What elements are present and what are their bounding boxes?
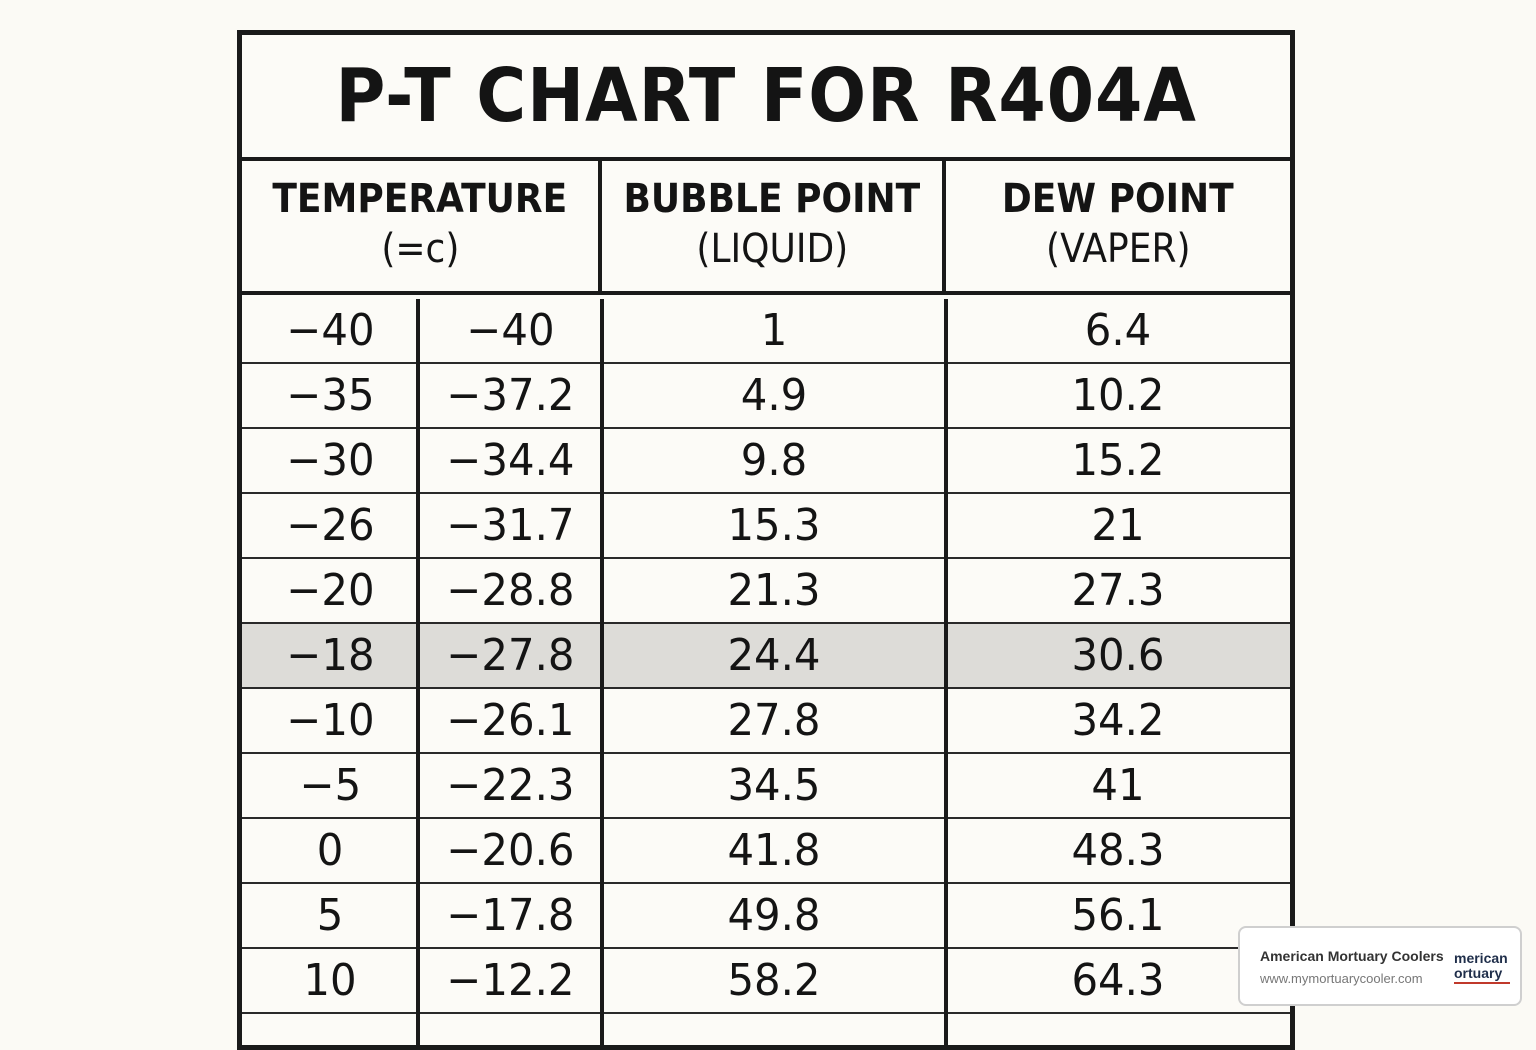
- cell-temp-c-value: −34.4: [445, 435, 575, 486]
- cell-dew-point: [946, 559, 1290, 622]
- cell-bubble-point-value: 34.5: [727, 760, 821, 811]
- cell-bubble-point-value: 24.4: [727, 630, 821, 681]
- cell-bubble-point: [602, 494, 946, 557]
- cell-temp-f-value: −40: [285, 305, 375, 356]
- cell-temp-c-value: −22.3: [445, 760, 575, 811]
- logo-stripe: [1454, 982, 1510, 984]
- cell-dew-point: [946, 299, 1290, 362]
- cell-bubble-point-value: 27.8: [727, 695, 821, 746]
- cell-temp-f: [242, 624, 418, 687]
- table-row: [242, 494, 1290, 559]
- cell-temp-c: [418, 689, 602, 752]
- cell-dew-point: [946, 624, 1290, 687]
- cell-temp-f: [242, 559, 418, 622]
- cell-temp-f-value: −18: [285, 630, 375, 681]
- cell-temp-c-value: −27.8: [445, 630, 575, 681]
- header-temperature-unit: (=c): [380, 226, 460, 272]
- cell-bubble-point: [602, 364, 946, 427]
- cell-temp-f: [242, 819, 418, 882]
- cell-temp-c-value: −40: [465, 305, 555, 356]
- cell-temp-f-value: −10: [285, 695, 375, 746]
- cell-bubble-point: [602, 559, 946, 622]
- column-divider: [944, 299, 948, 1045]
- cell-temp-c-value: −26.1: [445, 695, 575, 746]
- table-body: [242, 299, 1290, 1045]
- table-row: [242, 559, 1290, 624]
- cell-temp-f-value: −35: [285, 370, 375, 421]
- table-row: [242, 299, 1290, 364]
- cell-bubble-point: [602, 949, 946, 1012]
- cell-dew-point-value: 6.4: [1084, 305, 1152, 356]
- cell-dew-point-value: 10.2: [1071, 370, 1165, 421]
- cell-temp-f-value: −5: [299, 760, 361, 811]
- cell-temp-f: [242, 949, 418, 1012]
- cell-bubble-point: [602, 819, 946, 882]
- cell-temp-f-value: −26: [285, 500, 375, 551]
- header-dew-sub: (VAPER): [1045, 226, 1191, 272]
- cell-temp-f: [242, 754, 418, 817]
- cell-dew-point-value: 34.2: [1071, 695, 1165, 746]
- header-bubble-point: [602, 157, 946, 295]
- cell-temp-f-value: 10: [303, 955, 357, 1006]
- cell-temp-c-value: −31.7: [445, 500, 575, 551]
- cell-temp-c-value: −17.8: [445, 890, 575, 941]
- table-row: [242, 624, 1290, 689]
- header-temperature: [242, 157, 602, 295]
- cell-dew-point: [946, 429, 1290, 492]
- cell-temp-c: [418, 754, 602, 817]
- company-logo: [1454, 942, 1510, 994]
- cell-dew-point: [946, 494, 1290, 557]
- cell-bubble-point-value: 58.2: [727, 955, 821, 1006]
- cell-bubble-point-value: 49.8: [727, 890, 821, 941]
- header-temperature-label: TEMPERATURE: [272, 176, 568, 222]
- page-title: P-T CHART FOR R404A: [335, 53, 1197, 139]
- cell-dew-point-value: 27.3: [1071, 565, 1165, 616]
- table-row: [242, 884, 1290, 949]
- table-row: [242, 689, 1290, 754]
- table-row: [242, 949, 1290, 1014]
- cell-temp-c-value: −20.6: [445, 825, 575, 876]
- brand-watermark: [1238, 926, 1522, 1006]
- cell-temp-f: [242, 364, 418, 427]
- cell-temp-c: [418, 429, 602, 492]
- cell-temp-c: [418, 494, 602, 557]
- cell-bubble-point-value: 1: [760, 305, 788, 356]
- cell-temp-c: [418, 299, 602, 362]
- cell-dew-point-value: 64.3: [1071, 955, 1165, 1006]
- table-row: [242, 754, 1290, 819]
- cell-temp-c-value: −28.8: [445, 565, 575, 616]
- cell-bubble-point-value: 4.9: [740, 370, 808, 421]
- cell-bubble-point: [602, 689, 946, 752]
- cell-temp-c-value: −37.2: [445, 370, 575, 421]
- cell-dew-point-value: 48.3: [1071, 825, 1165, 876]
- cell-dew-point-value: 15.2: [1071, 435, 1165, 486]
- cell-temp-c: [418, 884, 602, 947]
- cell-temp-f-value: 0: [316, 825, 344, 876]
- cell-bubble-point: [602, 884, 946, 947]
- table-row: [242, 429, 1290, 494]
- table-row: [242, 819, 1290, 884]
- cell-temp-c: [418, 949, 602, 1012]
- cell-temp-f: [242, 884, 418, 947]
- cell-bubble-point-value: 21.3: [727, 565, 821, 616]
- cell-dew-point: [946, 754, 1290, 817]
- logo-text-line2: ortuary: [1454, 965, 1503, 981]
- title-box: [242, 35, 1290, 161]
- header-bubble-sub: (LIQUID): [696, 226, 848, 272]
- cell-bubble-point-value: 41.8: [727, 825, 821, 876]
- table-row: [242, 364, 1290, 429]
- cell-bubble-point: [602, 754, 946, 817]
- cell-dew-point: [946, 364, 1290, 427]
- cell-dew-point-value: 30.6: [1071, 630, 1165, 681]
- watermark-url: www.mymortuarycooler.com: [1260, 971, 1423, 986]
- cell-temp-f: [242, 299, 418, 362]
- cell-temp-c: [418, 819, 602, 882]
- cell-dew-point: [946, 819, 1290, 882]
- column-divider: [416, 299, 420, 1045]
- pt-chart-table: [237, 30, 1295, 1050]
- cell-temp-c-value: −12.2: [445, 955, 575, 1006]
- header-dew-label: DEW POINT: [1002, 176, 1234, 222]
- cell-dew-point: [946, 689, 1290, 752]
- cell-bubble-point: [602, 429, 946, 492]
- cell-temp-c: [418, 559, 602, 622]
- cell-temp-f-value: −20: [285, 565, 375, 616]
- cell-dew-point-value: 21: [1091, 500, 1145, 551]
- header-bubble-label: BUBBLE POINT: [623, 176, 921, 222]
- watermark-company-name: American Mortuary Coolers: [1260, 948, 1444, 964]
- header-dew-point: [946, 157, 1290, 295]
- cell-bubble-point: [602, 299, 946, 362]
- cell-temp-c: [418, 624, 602, 687]
- logo-text-line1: merican: [1454, 950, 1508, 966]
- column-divider: [600, 299, 604, 1045]
- cell-dew-point-value: 41: [1091, 760, 1145, 811]
- cell-temp-f: [242, 494, 418, 557]
- cell-temp-f: [242, 429, 418, 492]
- cell-bubble-point-value: 15.3: [727, 500, 821, 551]
- cell-bubble-point: [602, 624, 946, 687]
- cell-temp-c: [418, 364, 602, 427]
- cell-temp-f-value: 5: [316, 890, 344, 941]
- cell-bubble-point-value: 9.8: [740, 435, 808, 486]
- cell-temp-f-value: −30: [285, 435, 375, 486]
- cell-temp-f: [242, 689, 418, 752]
- cell-dew-point-value: 56.1: [1071, 890, 1165, 941]
